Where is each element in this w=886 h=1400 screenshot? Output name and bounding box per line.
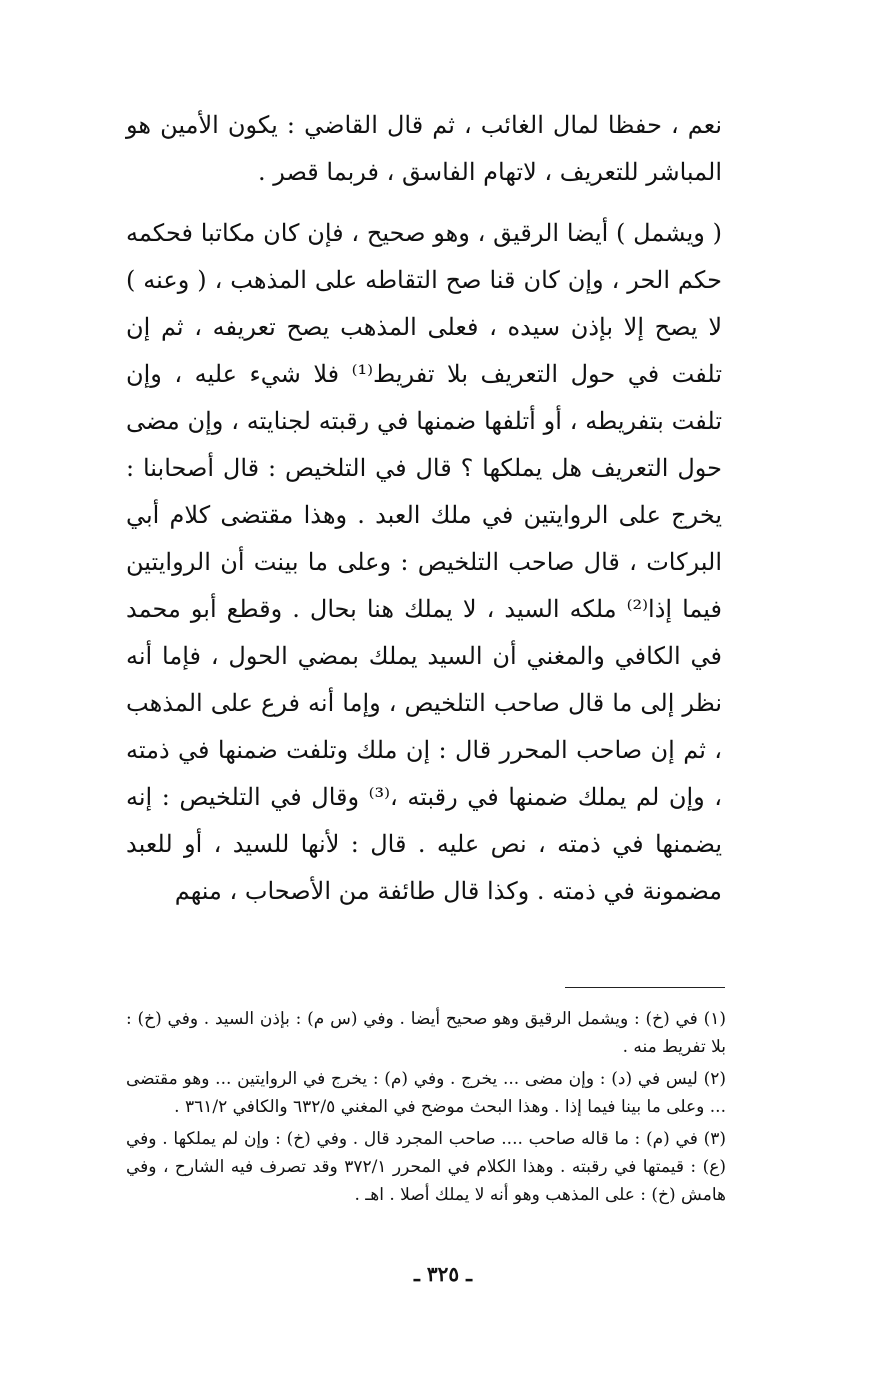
paragraph-2: ( ويشمل ) أيضا الرقيق ، وهو صحيح ، فإن كان مكاتبا فحكمه حكم الحر ، وإن كان قنا صح التقاطه على المذهب ، ( وعنه ) لا يصح إلا بإذن سيده ، فعلى المذهب يصح تعريفه ، ثم إن تلفت في حول التعريف بلا تفريط⁽¹⁾ فلا شيء عليه ، وإن تلفت بتفريطه ، أو أتلفها ضمنها في رقبته لجنايته ، وإن مضى حول التعريف هل يملكها ؟ قال في التلخيص : قال أصحابنا : يخرج على الروايتين في ملك العبد . وهذا مقتضى كلام أبي البركات ، قال صاحب التلخيص : وعلى ما بينت أن الروايتين فيما إذا⁽²⁾ ملكه السيد ، لا يملك هنا بحال . وقطع أبو محمد في الكافي والمغني أن السيد يملك بمضي الحول ، فإما أنه نظر إلى ما قال صاحب التلخيص ، وإما أنه فرع على المذهب ، ثم إن صاحب المحرر قال : إن ملك وتلفت ضمنها في ذمته ، وإن لم يملك ضمنها في رقبته ،⁽³⁾ وقال في التلخيص : إنه يضمنها في ذمته ، نص عليه . قال : لأنها للسيد ، أو للعبد مضمونة في ذمته . وكذا قال طائفة من الأصحاب ، منهم: [126, 219, 723, 905]
main-text: [126, 102, 722, 915]
footnote-1: (١) في (خ) : ويشمل الرقيق وهو صحيح أيضا . وفي (س م) : بإذن السيد . وفي (خ) : بلا تفريط منه .: [126, 1009, 726, 1057]
footnote-2: (٢) ليس في (د) : وإن مضى ... يخرج . وفي (م) : يخرج في الروايتين ... وهو مقتضى ... وعلى ما بينا فيما إذا . وهذا البحث موضح في المغني ٦٣٢/٥ والكافي ٣٦١/٢ .: [126, 1069, 726, 1117]
footnotes: [126, 1005, 726, 1213]
page-number: ـ ٣٢٥ ـ: [414, 1262, 472, 1286]
footnote-separator: [565, 987, 725, 988]
paragraph-1: نعم ، حفظا لمال الغائب ، ثم قال القاضي : يكون الأمين هو المباشر للتعريف ، لاتهام الفاسق ، فربما قصر .: [126, 111, 722, 186]
footnote-3: (٣) في (م) : ما قاله صاحب .... صاحب المجرد قال . وفي (خ) : وإن لم يملكها . وفي (ع) : قيمتها في رقبته . وهذا الكلام في المحرر ٣٧٢/١ وقد تصرف فيه الشارح ، وفي هامش (خ) : على المذهب وهو أنه لا يملك أصلا . اهـ .: [126, 1129, 727, 1205]
